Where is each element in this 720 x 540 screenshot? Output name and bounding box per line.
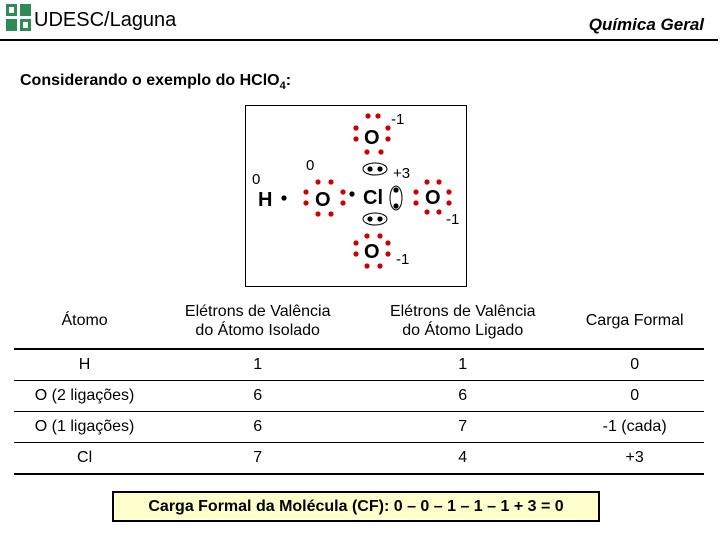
header-bonded <box>360 294 565 349</box>
table-cell: 6 <box>155 381 360 412</box>
slide-header <box>0 0 720 40</box>
table-cell: 0 <box>565 349 704 381</box>
atom-o-top: O <box>364 127 380 149</box>
charge-h: 0 <box>252 171 261 188</box>
header-isolated-line1: Elétrons de Valência <box>184 302 331 320</box>
header-isolated-line2: do Átomo Isolado <box>195 322 320 339</box>
table-cell: 7 <box>155 443 360 475</box>
header-formal-charge <box>565 294 704 349</box>
charge-o-top: -1 <box>391 111 405 128</box>
header-atom-label: Átomo <box>61 312 108 330</box>
charge-o-bridge: 0 <box>306 157 315 174</box>
atom-h: H <box>258 189 273 211</box>
table-cell: 6 <box>360 381 565 412</box>
table-cell: Cl <box>14 443 155 475</box>
table-cell: 1 <box>155 349 360 381</box>
subtitle-subscript: 4 <box>279 80 286 93</box>
atom-o-bridge: O <box>315 189 331 211</box>
lewis-structure-svg <box>246 106 466 286</box>
table-row <box>14 412 704 443</box>
table-cell: 1 <box>360 349 565 381</box>
table-cell: -1 (cada) <box>565 412 704 443</box>
table-row <box>14 381 704 412</box>
atom-cl: Cl <box>363 187 383 209</box>
table-cell: H <box>14 349 155 381</box>
header-formal-charge-label: Carga Formal <box>585 312 684 330</box>
subtitle-suffix: : <box>285 72 292 89</box>
molecule-formal-charge-summary: Carga Formal da Molécula (CF): 0 – 0 – 1 – 1 – 1 + 3 = 0 <box>112 491 600 522</box>
table-cell: +3 <box>565 443 704 475</box>
atom-o-bottom: O <box>364 241 380 263</box>
charge-cl: +3 <box>393 165 411 182</box>
header-bonded-line2: do Átomo Ligado <box>402 322 524 339</box>
charge-o-right: -1 <box>446 211 460 228</box>
table-cell: O (1 ligações) <box>14 412 155 443</box>
header-isolated <box>155 294 360 349</box>
course-title: Química Geral <box>588 15 704 34</box>
table-row <box>14 443 704 475</box>
lewis-structure-diagram <box>245 105 467 287</box>
table-cell: 7 <box>360 412 565 443</box>
table-row <box>14 349 704 381</box>
header-bonded-line1: Elétrons de Valência <box>389 302 536 320</box>
subtitle-text: Considerando o exemplo do HClO <box>20 72 280 89</box>
slide-subtitle <box>20 72 291 92</box>
logo-text: UDESC/Laguna <box>34 9 177 31</box>
formal-charge-table <box>14 294 704 475</box>
atom-o-right: O <box>425 187 441 209</box>
table-cell: 4 <box>360 443 565 475</box>
header-divider <box>0 39 718 41</box>
charge-o-bottom: -1 <box>396 251 410 268</box>
udesc-logo-icon <box>6 4 32 32</box>
table-cell: 6 <box>155 412 360 443</box>
table-cell: O (2 ligações) <box>14 381 155 412</box>
header-atom <box>14 294 155 349</box>
table-header-row <box>14 294 704 349</box>
table-cell: 0 <box>565 381 704 412</box>
